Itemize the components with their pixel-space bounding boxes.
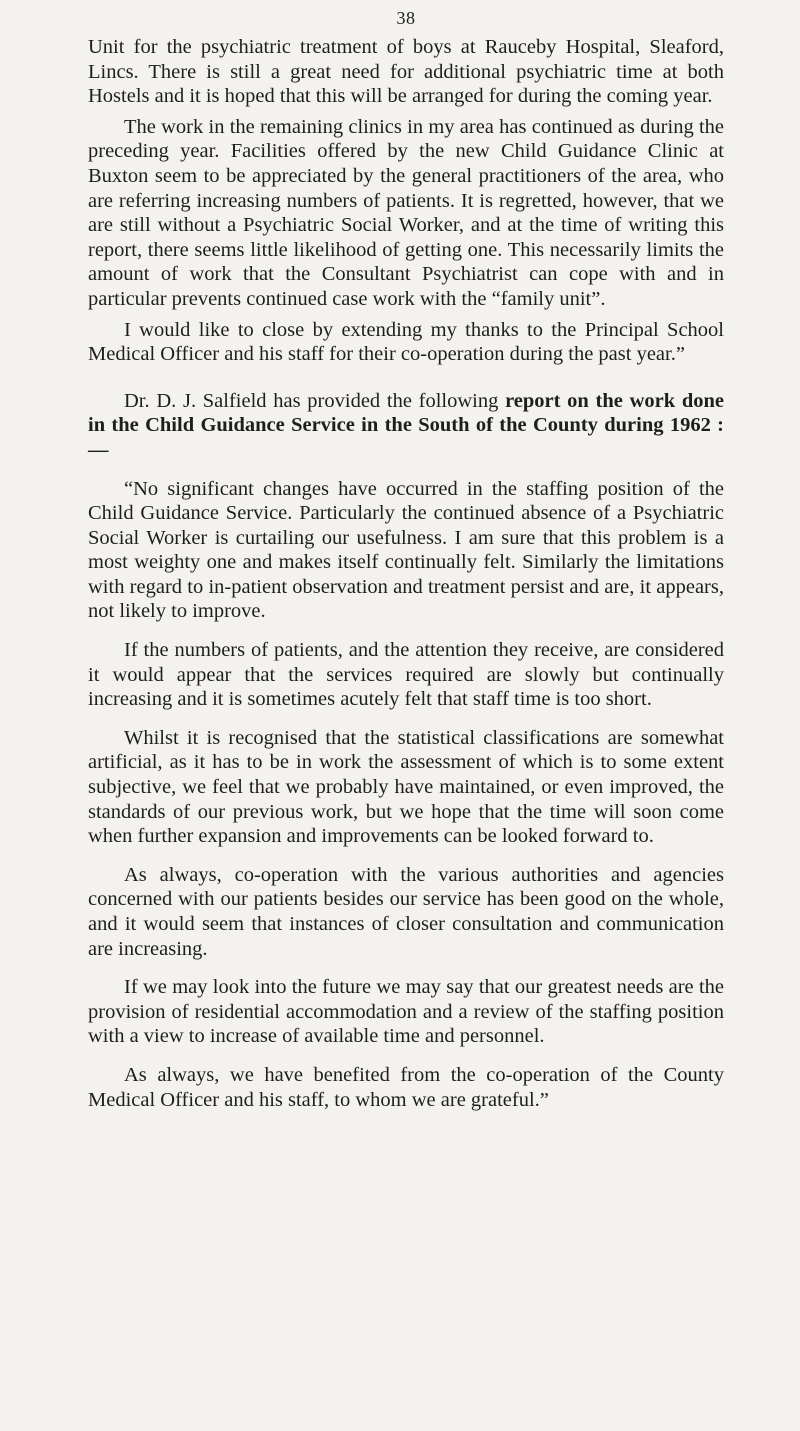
report-paragraph-future: If we may look into the future we may say that our greatest needs are the provision of residential accommodation and a review of the staffing position with a view to increase of available time and personnel.	[88, 976, 724, 1048]
report-paragraph-patients: If the numbers of patients, and the attention they receive, are considered it would appear that the services required are slowly but continually increasing and it is sometimes acutely felt that staff time is too short.	[88, 639, 724, 711]
paragraph-clinics: The work in the remaining clinics in my area has continued as during the preceding year. Facilities offered by the new Child Guidance Clinic at Buxton seem to be appreciated by the general practitioners of the area, who are referring increasing numbers of patients. It is regretted, however, that we are still without a Psychiatric Social Worker, and at the time of writing this report, there seems little likelihood of getting one. This necessarily limits the amount of work that the Consultant Psychiatrist can cope with and in particular prevents continued case work with the “family unit”.	[88, 115, 724, 310]
report-paragraph-cooperation: As always, co-operation with the various authorities and agencies concerned with our patients besides our service has been good on the whole, and it would seem that instances of closer consultation and communication are increasing.	[88, 863, 724, 960]
document-page	[88, 8, 724, 1112]
report-paragraph-staffing: “No significant changes have occurred in the staffing position of the Child Guidance Service. Particularly the continued absence of a Psychiatric Social Worker is curtailing our usefulness. I am sure that this problem is a most weighty one and makes itself continually felt. Similarly the limitations with regard to in-patient observation and treatment persist and are, it appears, not likely to improve.	[88, 477, 724, 623]
report-paragraph-statistics: Whilst it is recognised that the statistical classifications are somewhat artificial, as it has to be in work the assessment of which is to some extent subjective, we feel that we probably have maintained, or even improved, the standards of our previous work, but we hope that the time will soon come when further expansion and improvements can be looked forward to.	[88, 726, 724, 848]
paragraph-thanks: I would like to close by extending my thanks to the Principal School Medical Officer and his staff for their co-operation during the past year.”	[88, 318, 724, 366]
report-intro-lead: Dr. D. J. Salfield has provided the following	[124, 389, 506, 412]
report-intro-heading: report on the work done in the Child Guidance Service in the South of the County during 1962 :—	[88, 389, 724, 461]
report-introduction	[88, 389, 724, 463]
report-paragraph-closing: As always, we have benefited from the co-operation of the County Medical Officer and his staff, to whom we are grateful.”	[88, 1063, 724, 1111]
paragraph-continued: Unit for the psychiatric treatment of boys at Rauceby Hospital, Sleaford, Lincs. There is still a great need for additional psychiatric time at both Hostels and it is hoped that this will be arranged for during the coming year.	[88, 36, 724, 108]
page-number: 38	[396, 8, 416, 28]
